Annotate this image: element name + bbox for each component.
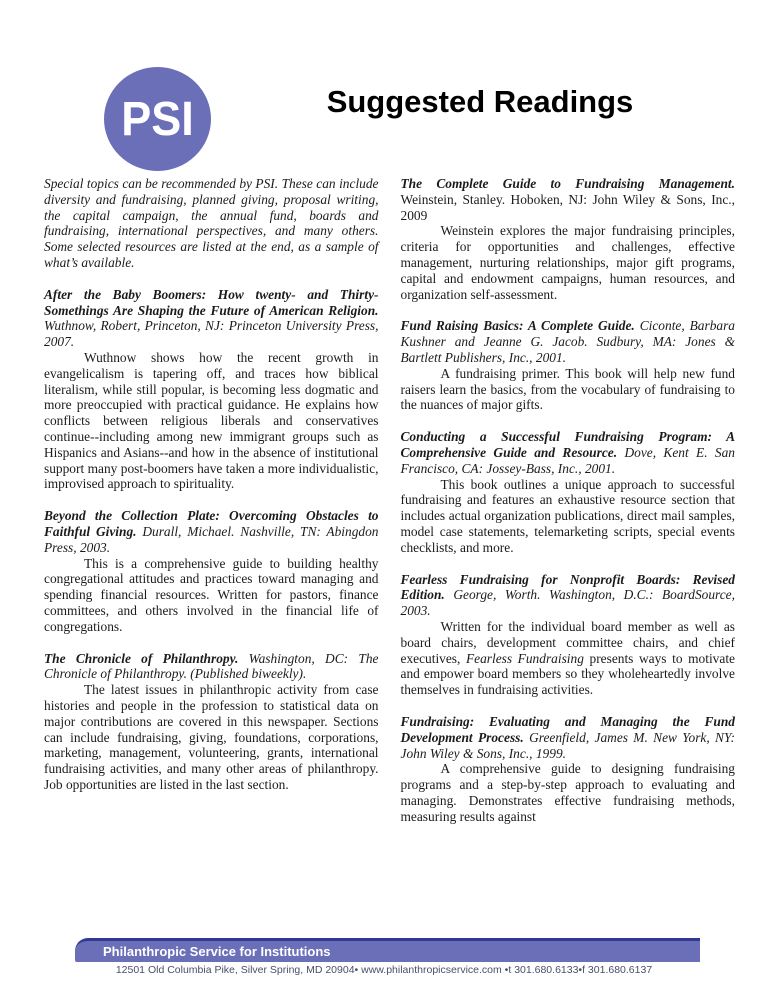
right-column <box>401 176 736 840</box>
entry-citation: Washington, DC: The Chronicle of Philanthropy. (Published biweekly). <box>44 650 379 682</box>
footer-banner <box>75 938 700 962</box>
entry-heading <box>401 572 736 619</box>
entry-title: After the Baby Boomers: How twenty- and Thirty-Somethings Are Shaping the Future of American Religion. <box>44 286 379 318</box>
entry-heading <box>401 429 736 476</box>
reading-entry <box>401 572 736 698</box>
page-title: Suggested Readings <box>326 84 634 119</box>
entry-title: Conducting a Successful Fundraising Program: A Comprehensive Guide and Resource. <box>400 429 735 460</box>
footer-banner-text: Philanthropic Service for Institutions <box>103 944 331 959</box>
entry-title: The Chronicle of Philanthropy. <box>44 650 239 666</box>
entry-title: Beyond the Collection Plate: Overcoming Obstacles to Faithful Giving. <box>44 508 379 539</box>
reading-entry <box>401 318 736 413</box>
psi-logo <box>104 67 211 171</box>
entry-title: Fund Raising Basics: A Complete Guide. <box>400 318 635 334</box>
left-column <box>44 176 379 840</box>
entry-citation: Weinstein, Stanley. Hoboken, NJ: John Wiley & Sons, Inc., 2009 <box>400 191 735 223</box>
entry-body-italic: Fearless Fundraising <box>465 650 584 666</box>
entry-citation: Dove, Kent E. San Francisco, CA: Jossey-Bass, Inc., 2001. <box>400 444 735 476</box>
entry-title: Fearless Fundraising for Nonprofit Boards: Revised Edition. <box>400 571 735 603</box>
entry-body: Wuthnow shows how the recent growth in evangelicalism is tapering off, and traces how biblical literalism, while still popular, is becoming less dogmatic and more preoccupied with practical guidance. He explains how conflicts between religious liberals and conservatives continue--including among new immigrant groups such as Hispanics and Asians--and how in the absence of institutional support many post-boomers have taken a more individualistic, improvised approach to spirituality. <box>44 349 379 492</box>
entry-heading <box>44 287 379 350</box>
footer-address: 12501 Old Columbia Pike, Silver Spring, MD 20904• www.philanthropicservice.com •t 301.680.6133•f 301.680.6137 <box>115 964 653 976</box>
entry-body-text: Written for the individual board member as well as board chairs, development committee chairs, and chief executives, <box>400 618 735 666</box>
reading-entry <box>44 287 379 492</box>
reading-entry <box>401 176 736 302</box>
entry-title: The Complete Guide to Fundraising Management. <box>400 176 735 191</box>
psi-logo-text: PSI <box>121 90 194 146</box>
entry-citation: Durall, Michael. Nashville, TN: Abingdon Press, 2003. <box>44 523 379 555</box>
reading-entry <box>401 714 736 825</box>
entry-citation: Greenfield, James M. New York, NY: John Wiley & Sons, Inc., 1999. <box>400 729 735 761</box>
page-header <box>0 0 768 176</box>
entry-title: Fundraising: Evaluating and Managing the Fund Development Process. <box>400 713 735 745</box>
entry-body <box>401 619 736 698</box>
entry-heading <box>44 651 379 683</box>
entry-heading <box>44 508 379 555</box>
entry-body: A fundraising primer. This book will help new fund raisers learn the basics, from the vocabulary of fundraising to the nuances of major gifts. <box>400 365 735 413</box>
entry-body: This is a comprehensive guide to building healthy congregational attitudes and practices toward managing and spending financial resources. Written for pastors, finance committees, and others involved in the financial life of congregations. <box>44 555 379 634</box>
entry-heading <box>401 714 736 761</box>
entry-citation: George, Worth. Washington, D.C.: BoardSource, 2003. <box>400 587 735 619</box>
entry-body: The latest issues in philanthropic activity from case histories and people in the profession to statistical data on major contributions are covered in this newspaper. Sections can include fundraising, giving, foundations, corporations, marketing, management, volunteering, grants, international fundraising activities, and many other areas of philanthropy. Job opportunities are listed in the last section. <box>44 682 379 792</box>
entry-body: A comprehensive guide to designing fundraising programs and a step-by-step approach to evaluating and managing. Demonstrates effective fundraising methods, measuring results against <box>400 761 735 824</box>
content-columns <box>0 176 768 840</box>
entry-body-text: presents ways to motivate and empower board members so they wholeheartedly involve themselves in fundraising activities. <box>400 650 735 698</box>
entry-citation: Wuthnow, Robert, Princeton, NJ: Princeton University Press, 2007. <box>44 318 379 350</box>
entry-citation: Ciconte, Barbara Kushner and Jeanne G. Jacob. Sudbury, MA: Jones & Bartlett Publishers, Inc., 2001. <box>400 318 735 365</box>
entry-heading <box>401 176 736 223</box>
entry-body: This book outlines a unique approach to successful fundraising and features an exhaustive resource section that includes actual organization publications, direct mail samples, model case statements, telemarketing scripts, special events checklists, and more. <box>400 476 735 555</box>
entry-heading <box>401 318 736 365</box>
reading-entry <box>401 429 736 555</box>
reading-entry <box>44 651 379 793</box>
intro-paragraph: Special topics can be recommended by PSI. These can include diversity and fundraising, planned giving, proposal writing, the capital campaign, the annual fund, boards and fundraising, international perspectives, and many others. Some selected resources are listed at the end, as a sample of what’s available. <box>44 176 379 270</box>
reading-entry <box>44 508 379 634</box>
entry-body: Weinstein explores the major fundraising principles, criteria for opportunities and challenges, effective management, nurturing relationships, major gift programs, capital and endowment campaigns, human resources, and organization self-assessment. <box>400 223 735 302</box>
